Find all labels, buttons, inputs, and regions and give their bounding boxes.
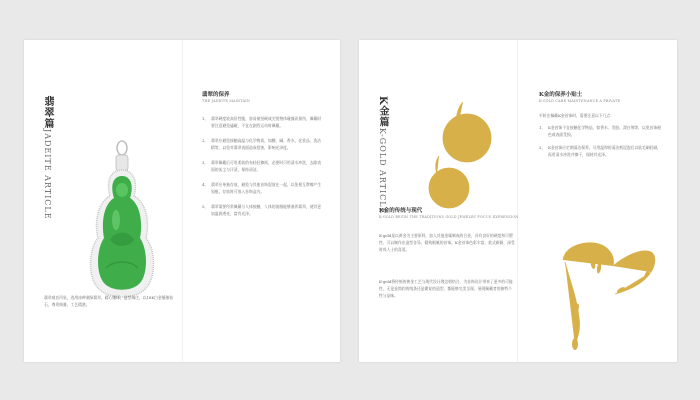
list-item-text: 翡翠佩戴后可用柔软的布轻轻擦拭，必要时可用清水冲洗，去除表面的灰尘与汗渍，保持清洁。 <box>211 160 322 172</box>
tradition-paragraph-1: K-gold是以黄金为主要原料，加入其他金属制成的合金，具有良好的硬度和可塑性，可以制作出造型各异、精致细腻的首饰。K金首饰色彩丰富，款式新颖，深受时尚人士的喜爱。 <box>379 233 515 252</box>
maintenance-list <box>202 115 324 225</box>
section-title-tradition: K金的传统与现代 <box>379 208 423 214</box>
list-item <box>539 124 663 138</box>
list-item-text: 翡翠硬度较高但性脆，容易被坚硬或尖锐物体碰撞而损伤，佩戴时要注意避免磕碰，不宜在剧烈运动时佩戴。 <box>211 116 322 128</box>
vertical-title-en: JADEITE ARTICLE <box>43 129 52 220</box>
list-item-text: 翡翠需要经常佩戴与人体接触，人体的油脂能够滋养翡翠，使其更加温润透亮，富有光泽。 <box>211 204 322 216</box>
jade-pendant-image <box>76 140 164 302</box>
vertical-title-cn: 翡翠篇 <box>42 96 53 129</box>
list-item-text: 翡翠应避免接触高温与化学物质，如酸、碱、香水、化妆品、洗洁精等，以免对翡翠表面造成侵蚀，影响光泽度。 <box>211 138 322 150</box>
list-item <box>202 181 324 195</box>
section-subtitle-tradition: K-GOLD BEGIN THE TRADITIONS GOLD JEWELRY FOCUS EXPRESSION <box>379 215 519 219</box>
list-item <box>202 115 324 129</box>
gold-hoop-earrings-image <box>427 96 513 214</box>
list-item-number: 2、 <box>202 138 209 143</box>
page-column-divider <box>517 40 518 362</box>
vertical-title-en: K-GOLD ARTICLE <box>378 127 387 215</box>
list-item <box>202 203 324 217</box>
list-item-number: 1、 <box>539 125 546 130</box>
care-intro: 平时在佩戴K金首饰时，需要注意以下几点： <box>539 113 614 118</box>
list-item-number: 2、 <box>539 145 546 150</box>
page-column-divider <box>182 40 183 362</box>
section-title: 翡翠的保养 <box>202 92 230 98</box>
list-item <box>202 137 324 151</box>
list-item-text: K金首饰应定期清洁保养，可用温和的清洁剂浸泡后以软毛刷轻刷，再用清水冲洗并擦干，保持其光泽。 <box>548 145 661 157</box>
list-item-number: 1、 <box>202 116 209 121</box>
vertical-title <box>40 96 55 220</box>
list-item-number: 4、 <box>202 182 209 187</box>
section-subtitle-care: K-GOLD CARE MAINTENANCE A PRIVATE <box>539 99 621 103</box>
left-page <box>24 40 340 362</box>
list-item-text: 翡翠应单独存放，避免与其他首饰混放在一起，以免相互摩擦产生划痕，存放时可放入首饰盒内。 <box>211 182 322 194</box>
vertical-title <box>375 96 390 214</box>
care-list <box>539 124 663 166</box>
tradition-paragraph-2: K-gold将传统的黄金工艺与现代设计理念相结合，为首饰设计带来了更多的可能性，无论是简约的线条还是繁复的造型，都能够完美呈现，展现佩戴者的独特个性与品味。 <box>379 279 513 298</box>
list-item <box>202 159 324 173</box>
list-item-number: 3、 <box>202 160 209 165</box>
list-item-number: 5、 <box>202 204 209 209</box>
gold-necklace-image <box>555 238 665 353</box>
product-caption: 翡翠观音吊坠，选用冰种满绿翡翠，精心雕琢，造型端庄，以18K白金镶嵌钻石，尊贵典雅，工艺精湛。 <box>44 295 174 307</box>
list-item-text: K金首饰不宜接触化学物品，如香水、发胶、漂白剂等，以免首饰褪色或表面受损。 <box>548 125 661 137</box>
section-title-care: K金的保养小贴士 <box>539 92 583 98</box>
vertical-title-cn: K金篇 <box>377 96 388 128</box>
list-item <box>539 144 663 158</box>
right-page <box>359 40 677 362</box>
section-subtitle: THE JADEITE MAINTAIN <box>202 99 250 103</box>
